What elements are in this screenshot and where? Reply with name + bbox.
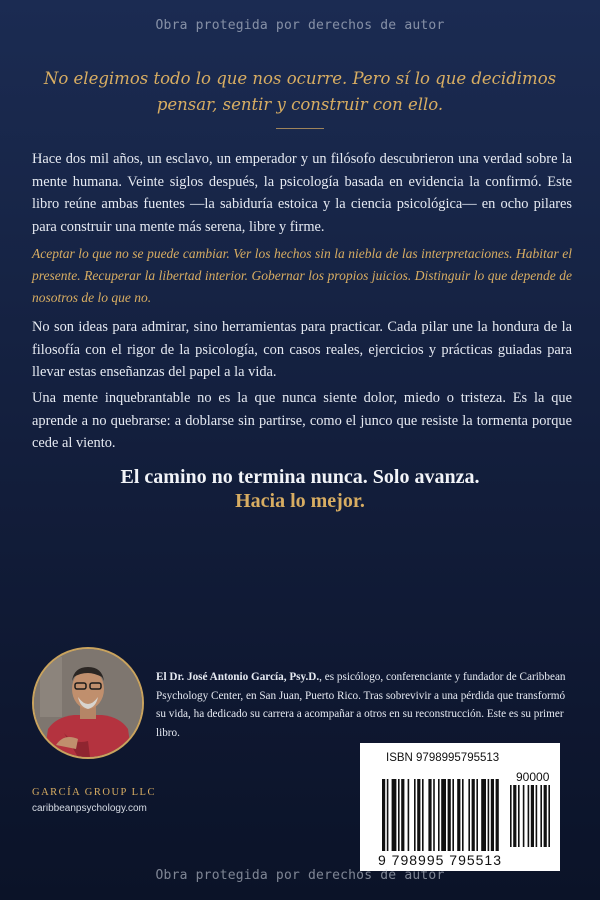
- barcode-digits: 9 798995 795513: [378, 852, 502, 868]
- tagline-line-2: Hacia lo mejor.: [235, 490, 365, 512]
- description-paragraph-1: Hace dos mil años, un esclavo, un emperador y un filósofo descubrieron una verdad sobre la mente humana. Veinte siglos después, la psicología basada en evidencia la confirmó. Este libro reúne ambas fuentes —la sabiduría estoica y la ciencia psicológica— en ocho pilares para construir una mente más serena, libre y firme.: [32, 151, 572, 235]
- publisher-name: GARCÍA GROUP LLC: [32, 787, 156, 798]
- copyright-watermark-top: Obra protegida por derechos de autor: [155, 18, 445, 33]
- tagline-line-1: El camino no termina nunca. Solo avanza.: [120, 466, 480, 488]
- isbn-label: ISBN 9798995795513: [386, 752, 500, 764]
- description-paragraph-2: No son ideas para admirar, sino herramientas para practicar. Cada pilar une la hondura de la filosofía con el rigor de la psicología, con casos reales, ejercicios y prácticas guiadas para llevar estas enseñanzas del papel a la vida.: [32, 319, 572, 381]
- author-bio: [156, 668, 576, 742]
- pillars-paragraph: Aceptar lo que no se puede cambiar. Ver los hechos sin la niebla de las interpretaciones. Habitar el presente. Recuperar la libertad interior. Gobernar los propios juicios. Distinguir lo que depende de nosotros de lo que no.: [32, 246, 572, 305]
- author-name: El Dr. José Antonio García, Psy.D.: [156, 671, 320, 683]
- price-code: 90000: [516, 770, 550, 784]
- publisher-website: caribbeanpsychology.com: [32, 803, 147, 814]
- author-photo: [32, 647, 144, 759]
- epigraph-quote: No elegimos todo lo que nos ocurre. Pero sí lo que decidimos pensar, sentir y construir con ello.: [43, 69, 557, 114]
- author-bio-text: , es psicólogo, conferenciante y fundador de Caribbean Psychology Center, en San Juan, Puerto Rico. Tras sobrevivir a una pérdida que transformó su vida, ha dedicado su carrera a acompañar a otros en su reconstrucción. Este es su primer libro.: [156, 671, 566, 739]
- copyright-watermark-bottom: Obra protegida por derechos de autor: [155, 868, 445, 883]
- description-paragraph-3: Una mente inquebrantable no es la que nunca siente dolor, miedo o tristeza. Es la que aprende a no quebrarse: a doblarse sin partirse, como el junco que resiste la tormenta porque cede al viento.: [32, 390, 572, 452]
- divider: [276, 128, 324, 129]
- author-portrait-icon: [34, 649, 142, 757]
